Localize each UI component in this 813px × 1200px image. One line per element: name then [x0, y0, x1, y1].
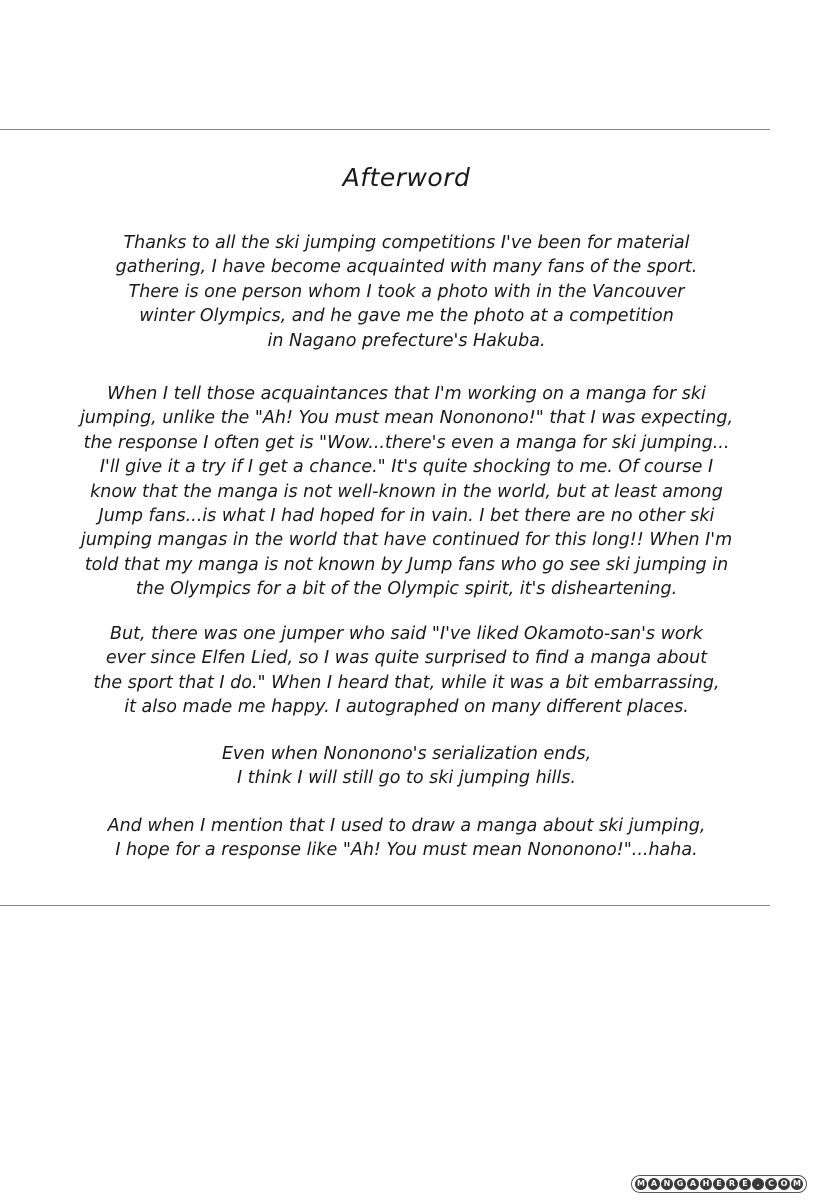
- watermark-letter: E: [713, 1178, 725, 1190]
- paragraph-5: [20, 814, 793, 863]
- text-line: Even when Nononono's serialization ends,: [221, 744, 592, 764]
- watermark-letter: A: [687, 1178, 699, 1190]
- paragraph-2: [20, 382, 793, 602]
- watermark-letter: G: [674, 1178, 686, 1190]
- text-line: Jump fans...is what I had hoped for in vain. I bet there are no other ski: [98, 506, 715, 527]
- paragraph-3: [20, 622, 793, 720]
- watermark-letter: E: [739, 1178, 751, 1190]
- text-line: I hope for a response like "Ah! You must mean Nononono!"...haha.: [115, 840, 698, 861]
- watermark-letter: N: [661, 1178, 673, 1190]
- text-line: And when I mention that I used to draw a manga about ski jumping,: [107, 816, 706, 836]
- paragraph-1: [20, 231, 793, 353]
- text-line: There is one person whom I took a photo with in the Vancouver: [128, 281, 685, 302]
- text-line: gathering, I have become acquainted with many fans of the sport.: [115, 257, 698, 278]
- text-line: Thanks to all the ski jumping competitions I've been for material: [123, 233, 690, 253]
- text-line: know that the manga is not well-known in the world, but at least among: [90, 481, 723, 502]
- text-line: the response I often get is "Wow...there's even a manga for ski jumping...: [83, 432, 730, 453]
- text-line: When I tell those acquaintances that I'm working on a manga for ski: [107, 384, 706, 404]
- text-line: ever since Elfen Lied, so I was quite surprised to find a manga about: [105, 648, 708, 669]
- watermark-letter: M: [791, 1178, 803, 1190]
- watermark-letter: H: [700, 1178, 712, 1190]
- text-line: the sport that I do." When I heard that, while it was a bit embarrassing,: [93, 672, 720, 693]
- text-line: in Nagano prefecture's Hakuba.: [267, 330, 546, 351]
- text-line: the Olympics for a bit of the Olympic spirit, it's disheartening.: [135, 579, 678, 600]
- watermark-letter: R: [726, 1178, 738, 1190]
- text-line: jumping mangas in the world that have continued for this long!! When I'm: [80, 530, 733, 551]
- text-line: I'll give it a try if I get a chance." It's quite shocking to me. Of course I: [99, 457, 714, 478]
- text-line: told that my manga is not known by Jump fans who go see ski jumping in: [84, 554, 729, 575]
- text-line: I think I will still go to ski jumping hills.: [237, 768, 576, 789]
- watermark-letter: .: [752, 1178, 764, 1190]
- watermark-logo: [631, 1175, 807, 1193]
- text-line: winter Olympics, and he gave me the photo at a competition: [139, 306, 674, 327]
- page-title: Afterword: [342, 163, 471, 192]
- watermark-letter: A: [648, 1178, 660, 1190]
- text-line: But, there was one jumper who said "I've liked Okamoto-san's work: [110, 624, 703, 644]
- top-divider: [0, 129, 770, 130]
- watermark-letter: C: [765, 1178, 777, 1190]
- paragraph-4: [20, 742, 793, 791]
- text-line: jumping, unlike the "Ah! You must mean Nononono!" that I was expecting,: [79, 408, 734, 429]
- text-line: it also made me happy. I autographed on many different places.: [124, 697, 689, 718]
- bottom-divider: [0, 905, 770, 906]
- watermark-letter: M: [635, 1178, 647, 1190]
- watermark-letter: O: [778, 1178, 790, 1190]
